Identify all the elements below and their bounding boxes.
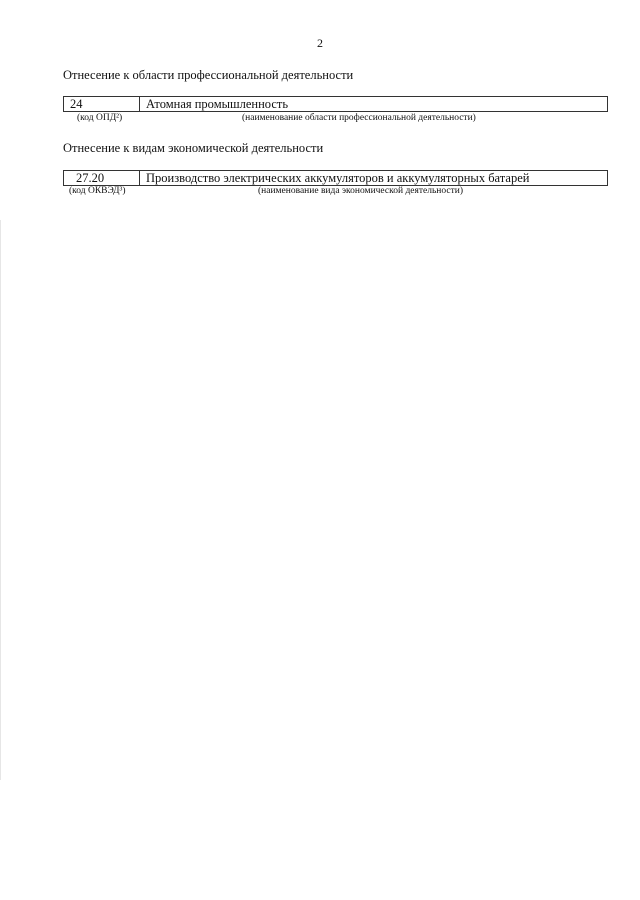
okved-name-cell: [140, 171, 607, 185]
professional-area-row: [63, 96, 608, 112]
opd-code-caption: (код ОПД²): [77, 113, 123, 123]
okved-code-caption: (код ОКВЭД³): [69, 186, 126, 196]
scan-edge-line: [0, 220, 1, 780]
page-number: 2: [317, 36, 323, 50]
professional-area-heading: Отнесение к области профессиональной деятельности: [63, 68, 354, 82]
opd-code-cell: 24: [64, 97, 140, 111]
okved-name-text: Производство электрических аккумуляторов и аккумуляторных батарей: [146, 171, 533, 186]
opd-name-cell: Атомная промышленность: [146, 97, 289, 111]
okved-code-cell: 27.20: [64, 171, 140, 185]
economic-activity-heading: Отнесение к видам экономической деятельности: [63, 141, 324, 155]
economic-activity-row: [63, 170, 608, 186]
opd-name-caption: (наименование области профессиональной деятельности): [242, 113, 476, 123]
okved-name-caption: (наименование вида экономической деятельности): [258, 186, 463, 196]
